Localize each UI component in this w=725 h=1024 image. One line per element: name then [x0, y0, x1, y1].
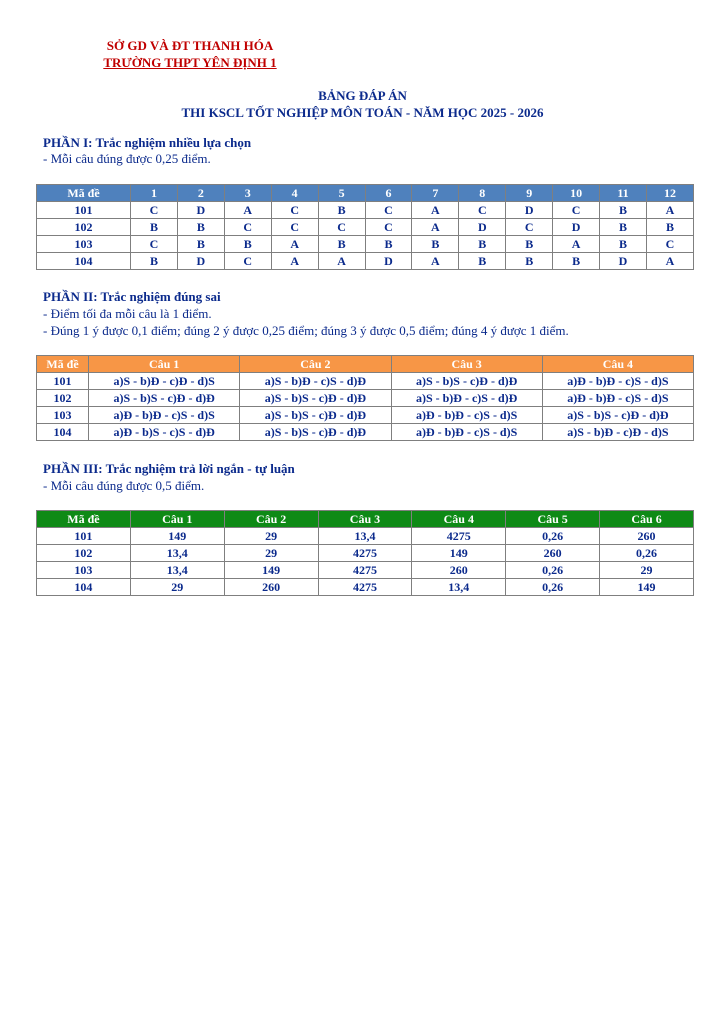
- header-cell: Câu 2: [240, 356, 391, 373]
- header-cell: Câu 4: [412, 511, 506, 528]
- table-cell: A: [553, 236, 600, 253]
- department-name: SỞ GD VÀ ĐT THANH HÓA: [106, 38, 274, 53]
- table-cell: 260: [506, 545, 600, 562]
- header-cell: Câu 4: [542, 356, 693, 373]
- part3-note: - Mỗi câu đúng được 0,5 điểm.: [43, 478, 205, 493]
- table-cell: 149: [412, 545, 506, 562]
- table-cell: B: [131, 219, 178, 236]
- table-cell: D: [506, 202, 553, 219]
- table-cell: 29: [224, 545, 318, 562]
- table-cell: 101: [37, 528, 131, 545]
- table-row: [37, 236, 694, 253]
- table-cell: B: [600, 219, 647, 236]
- table-cell: 0,26: [506, 562, 600, 579]
- header-cell: Câu 3: [318, 511, 412, 528]
- table-cell: 103: [37, 562, 131, 579]
- table-cell: B: [459, 253, 506, 270]
- header-cell: Mã đề: [37, 185, 131, 202]
- table-row: [37, 407, 694, 424]
- table-cell: C: [271, 202, 318, 219]
- header-cell: Câu 1: [130, 511, 224, 528]
- table-cell: A: [412, 219, 459, 236]
- table-cell: 13,4: [130, 562, 224, 579]
- table-row: [37, 528, 694, 545]
- table-cell: B: [646, 219, 693, 236]
- table-cell: 102: [37, 219, 131, 236]
- table-cell: A: [646, 253, 693, 270]
- table-cell: 0,26: [600, 545, 694, 562]
- table-cell: 260: [412, 562, 506, 579]
- table-cell: a)S - b)S - c)Đ - d)Đ: [240, 407, 391, 424]
- table-cell: 103: [37, 407, 89, 424]
- table-row: [37, 424, 694, 441]
- table-cell: 29: [224, 528, 318, 545]
- table-cell: C: [459, 202, 506, 219]
- table-row: [37, 390, 694, 407]
- table-cell: 4275: [318, 545, 412, 562]
- part2-table: [36, 355, 694, 441]
- table-cell: a)S - b)S - c)Đ - d)Đ: [240, 390, 391, 407]
- table-cell: C: [271, 219, 318, 236]
- table-row: [37, 545, 694, 562]
- header-cell: Câu 2: [224, 511, 318, 528]
- header-cell: Câu 6: [600, 511, 694, 528]
- table-cell: B: [177, 219, 224, 236]
- table-cell: 104: [37, 253, 131, 270]
- table-cell: A: [412, 253, 459, 270]
- header-cell: 2: [177, 185, 224, 202]
- table-cell: 149: [130, 528, 224, 545]
- table-cell: D: [177, 253, 224, 270]
- table-cell: B: [318, 202, 365, 219]
- header-cell: 4: [271, 185, 318, 202]
- table-cell: a)Đ - b)Đ - c)S - d)S: [542, 373, 693, 390]
- table-cell: a)Đ - b)S - c)S - d)Đ: [89, 424, 240, 441]
- part1-title: PHẦN I: Trắc nghiệm nhiều lựa chọn: [43, 135, 252, 150]
- table-cell: D: [553, 219, 600, 236]
- school-name: TRƯỜNG THPT YÊN ĐỊNH 1: [103, 55, 277, 70]
- table-cell: A: [412, 202, 459, 219]
- table-cell: 29: [130, 579, 224, 596]
- table-cell: a)S - b)S - c)Đ - d)Đ: [391, 373, 542, 390]
- table-cell: 0,26: [506, 579, 600, 596]
- part1-note: - Mỗi câu đúng được 0,25 điểm.: [43, 151, 211, 166]
- table-cell: 102: [37, 390, 89, 407]
- table-cell: A: [271, 236, 318, 253]
- table-cell: 4275: [412, 528, 506, 545]
- table-header-row: [37, 511, 694, 528]
- table-cell: a)Đ - b)Đ - c)S - d)S: [89, 407, 240, 424]
- table-cell: 103: [37, 236, 131, 253]
- part2-note-max: - Điểm tối đa mỗi câu là 1 điểm.: [43, 306, 212, 321]
- table-cell: a)Đ - b)Đ - c)S - d)S: [391, 424, 542, 441]
- exam-title: THI KSCL TỐT NGHIỆP MÔN TOÁN - NĂM HỌC 2025 - 2026: [181, 105, 544, 120]
- header-cell: Câu 1: [89, 356, 240, 373]
- table-cell: B: [506, 253, 553, 270]
- table-cell: B: [131, 253, 178, 270]
- table-cell: D: [365, 253, 412, 270]
- table-cell: 104: [37, 579, 131, 596]
- table-cell: 260: [600, 528, 694, 545]
- part3-title: PHẦN III: Trắc nghiệm trả lời ngắn - tự luận: [43, 461, 295, 476]
- header-cell: Mã đề: [37, 356, 89, 373]
- table-row: [37, 202, 694, 219]
- table-cell: 260: [224, 579, 318, 596]
- table-cell: 102: [37, 545, 131, 562]
- table-header-row: [37, 356, 694, 373]
- table-cell: a)S - b)S - c)Đ - d)Đ: [89, 390, 240, 407]
- part2-note-scoring: - Đúng 1 ý được 0,1 điểm; đúng 2 ý được 0,25 điểm; đúng 3 ý được 0,5 điểm; đúng 4 ý được 1 điểm.: [43, 323, 569, 338]
- header-cell: 5: [318, 185, 365, 202]
- table-cell: C: [553, 202, 600, 219]
- table-cell: B: [177, 236, 224, 253]
- table-cell: C: [365, 202, 412, 219]
- table-cell: 13,4: [412, 579, 506, 596]
- header-cell: Câu 5: [506, 511, 600, 528]
- table-cell: B: [506, 236, 553, 253]
- table-cell: a)S - b)Đ - c)Đ - d)S: [89, 373, 240, 390]
- header-cell: 10: [553, 185, 600, 202]
- table-cell: a)S - b)Đ - c)S - d)Đ: [391, 390, 542, 407]
- table-cell: B: [318, 236, 365, 253]
- header-cell: 6: [365, 185, 412, 202]
- table-cell: a)S - b)S - c)Đ - d)Đ: [542, 407, 693, 424]
- table-cell: B: [600, 202, 647, 219]
- table-cell: 4275: [318, 562, 412, 579]
- part2-title: PHẦN II: Trắc nghiệm đúng sai: [43, 289, 221, 304]
- header-cell: 11: [600, 185, 647, 202]
- table-cell: C: [646, 236, 693, 253]
- table-cell: A: [318, 253, 365, 270]
- table-cell: B: [553, 253, 600, 270]
- header-cell: Mã đề: [37, 511, 131, 528]
- table-cell: 4275: [318, 579, 412, 596]
- table-cell: A: [224, 202, 271, 219]
- table-row: [37, 562, 694, 579]
- table-cell: a)S - b)S - c)Đ - d)Đ: [240, 424, 391, 441]
- table-cell: 149: [224, 562, 318, 579]
- table-cell: D: [459, 219, 506, 236]
- table-cell: 149: [600, 579, 694, 596]
- header-cell: 8: [459, 185, 506, 202]
- table-row: [37, 579, 694, 596]
- table-cell: B: [459, 236, 506, 253]
- header-cell: Câu 3: [391, 356, 542, 373]
- header-cell: 12: [646, 185, 693, 202]
- table-cell: B: [365, 236, 412, 253]
- table-cell: a)S - b)Đ - c)Đ - d)S: [542, 424, 693, 441]
- table-cell: 13,4: [318, 528, 412, 545]
- table-cell: a)Đ - b)Đ - c)S - d)S: [542, 390, 693, 407]
- table-cell: 101: [37, 202, 131, 219]
- header-cell: 1: [131, 185, 178, 202]
- table-cell: C: [131, 202, 178, 219]
- table-cell: D: [600, 253, 647, 270]
- table-cell: C: [506, 219, 553, 236]
- table-cell: B: [412, 236, 459, 253]
- part1-table: [36, 184, 694, 270]
- table-row: [37, 253, 694, 270]
- table-cell: C: [318, 219, 365, 236]
- table-row: [37, 373, 694, 390]
- header-cell: 3: [224, 185, 271, 202]
- table-cell: 29: [600, 562, 694, 579]
- table-header-row: [37, 185, 694, 202]
- document-title: BẢNG ĐÁP ÁN: [318, 88, 407, 103]
- table-row: [37, 219, 694, 236]
- table-cell: C: [131, 236, 178, 253]
- school-header: [90, 37, 290, 71]
- table-cell: D: [177, 202, 224, 219]
- table-cell: B: [224, 236, 271, 253]
- table-cell: 104: [37, 424, 89, 441]
- header-cell: 7: [412, 185, 459, 202]
- table-cell: C: [224, 253, 271, 270]
- table-cell: 101: [37, 373, 89, 390]
- table-cell: B: [600, 236, 647, 253]
- table-cell: a)S - b)Đ - c)S - d)Đ: [240, 373, 391, 390]
- part3-table: [36, 510, 694, 596]
- header-cell: 9: [506, 185, 553, 202]
- table-cell: C: [365, 219, 412, 236]
- table-cell: A: [646, 202, 693, 219]
- table-cell: A: [271, 253, 318, 270]
- table-cell: a)Đ - b)Đ - c)S - d)S: [391, 407, 542, 424]
- table-cell: C: [224, 219, 271, 236]
- table-cell: 0,26: [506, 528, 600, 545]
- table-cell: 13,4: [130, 545, 224, 562]
